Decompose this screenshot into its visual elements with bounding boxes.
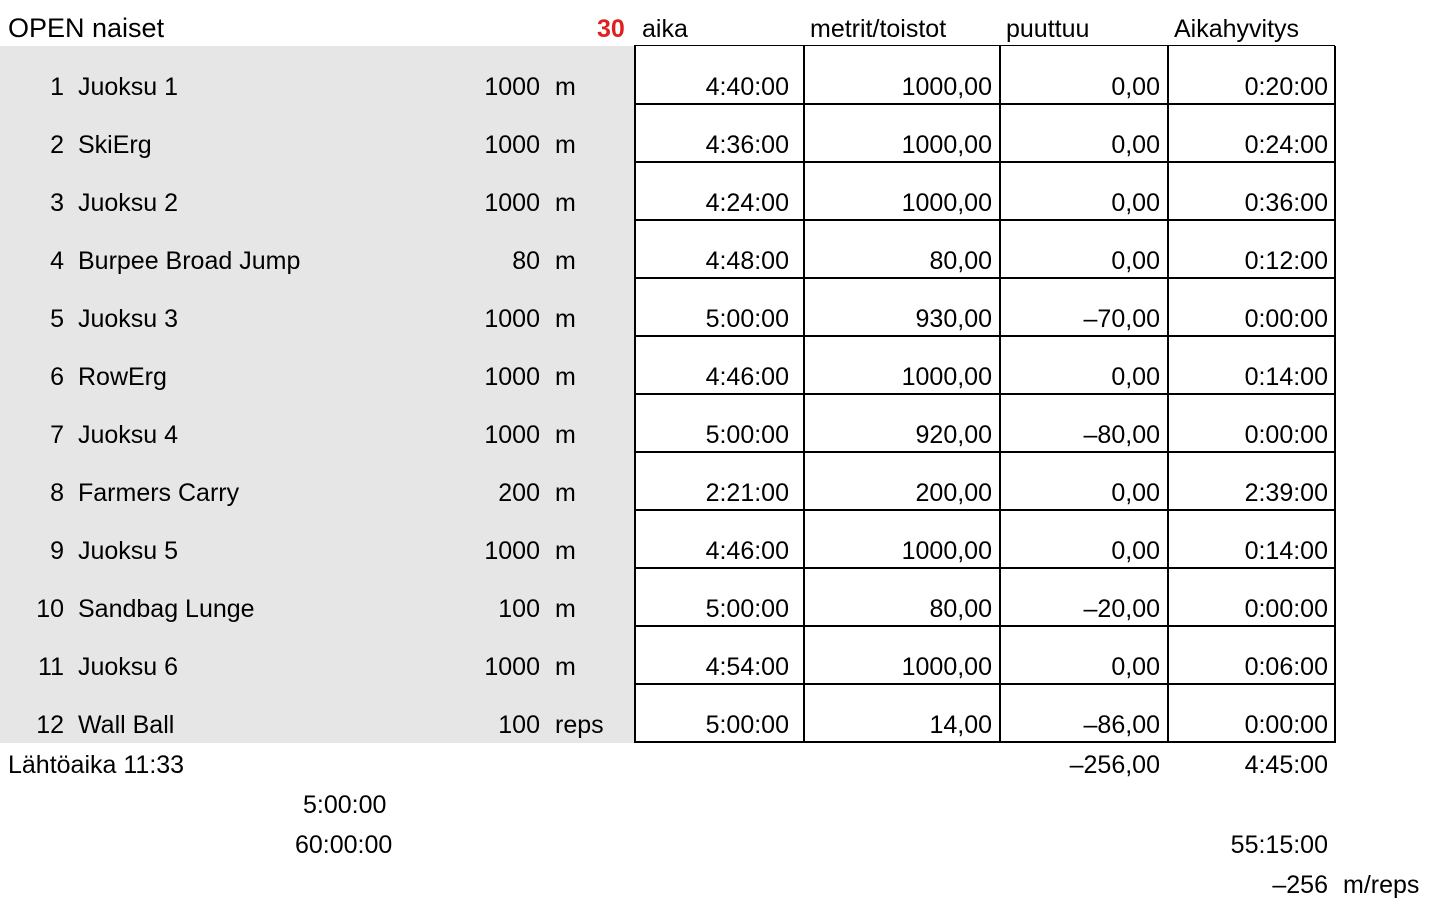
station-distance: 1000: [484, 73, 540, 101]
cell-aika: 5:00:00: [705, 711, 789, 739]
station-unit: reps: [555, 711, 604, 739]
cell-aika: 4:48:00: [705, 247, 789, 275]
cell-hyvitys: 0:00:00: [1244, 595, 1328, 623]
station-unit: m: [555, 189, 576, 217]
cell-hyvitys: 0:14:00: [1244, 537, 1328, 565]
grid-row-line: [634, 683, 1335, 685]
row-number: 6: [50, 363, 64, 391]
station-unit: m: [555, 131, 576, 159]
cell-puuttuu: 0,00: [1111, 537, 1160, 565]
cell-aika: 5:00:00: [705, 421, 789, 449]
station-unit: m: [555, 305, 576, 333]
cell-aika: 2:21:00: [705, 479, 789, 507]
cell-metrit: 14,00: [929, 711, 992, 739]
station-distance: 1000: [484, 653, 540, 681]
grid-row-line: [634, 451, 1335, 453]
column-header-hyvitys: Aikahyvitys: [1174, 15, 1300, 43]
station-name: Juoksu 1: [78, 73, 179, 101]
final-time: 55:15:00: [1230, 831, 1328, 859]
cell-aika: 4:54:00: [705, 653, 789, 681]
puuttuu-total: –256,00: [1069, 751, 1160, 779]
cell-metrit: 200,00: [915, 479, 992, 507]
grid-row-line: [634, 393, 1335, 395]
hyvitys-total: 4:45:00: [1244, 751, 1328, 779]
cell-puuttuu: 0,00: [1111, 363, 1160, 391]
grid-row-line: [634, 509, 1335, 511]
cell-aika: 4:36:00: [705, 131, 789, 159]
cell-hyvitys: 0:00:00: [1244, 305, 1328, 333]
station-distance: 200: [498, 479, 540, 507]
row-number: 3: [50, 189, 64, 217]
grid-row-line: [634, 625, 1335, 627]
cell-hyvitys: 0:24:00: [1244, 131, 1328, 159]
start-time-label: Lähtöaika 11:33: [8, 751, 185, 779]
cell-metrit: 920,00: [915, 421, 992, 449]
missing-unit: m/reps: [1343, 871, 1420, 899]
station-name: Sandbag Lunge: [78, 595, 255, 623]
station-unit: m: [555, 247, 576, 275]
row-number: 5: [50, 305, 64, 333]
sheet-title: OPEN naiset: [8, 13, 165, 43]
cell-aika: 4:46:00: [705, 363, 789, 391]
cell-metrit: 80,00: [929, 595, 992, 623]
cell-puuttuu: 0,00: [1111, 189, 1160, 217]
station-distance: 1000: [484, 131, 540, 159]
cell-puuttuu: –80,00: [1083, 421, 1160, 449]
cell-puuttuu: 0,00: [1111, 653, 1160, 681]
station-name: Juoksu 2: [78, 189, 179, 217]
grid-row-line: [634, 567, 1335, 569]
station-name: RowErg: [78, 363, 167, 391]
cell-puuttuu: –70,00: [1083, 305, 1160, 333]
row-number: 12: [36, 711, 64, 739]
cell-metrit: 1000,00: [901, 73, 992, 101]
total-time-limit: 60:00:00: [295, 831, 393, 859]
station-distance: 1000: [484, 363, 540, 391]
row-number: 1: [50, 73, 64, 101]
station-unit: m: [555, 421, 576, 449]
cell-aika: 5:00:00: [705, 305, 789, 333]
cell-metrit: 80,00: [929, 247, 992, 275]
cell-metrit: 1000,00: [901, 131, 992, 159]
cell-aika: 5:00:00: [705, 595, 789, 623]
grid-row-line: [634, 335, 1335, 337]
cell-puuttuu: 0,00: [1111, 247, 1160, 275]
station-name: Wall Ball: [78, 711, 175, 739]
station-name: Juoksu 4: [78, 421, 179, 449]
cell-puuttuu: –20,00: [1083, 595, 1160, 623]
row-number: 9: [50, 537, 64, 565]
grid-row-line: [634, 219, 1335, 221]
cell-aika: 4:46:00: [705, 537, 789, 565]
cell-metrit: 1000,00: [901, 537, 992, 565]
grid-row-line: [634, 103, 1335, 105]
station-unit: m: [555, 363, 576, 391]
station-unit: m: [555, 653, 576, 681]
station-name: Juoksu 6: [78, 653, 179, 681]
cell-hyvitys: 0:12:00: [1244, 247, 1328, 275]
station-distance: 1000: [484, 421, 540, 449]
participant-count: 30: [597, 15, 625, 43]
station-name: Juoksu 3: [78, 305, 179, 333]
cell-hyvitys: 0:14:00: [1244, 363, 1328, 391]
grid-top-line: [634, 45, 1335, 46]
station-distance: 80: [512, 247, 540, 275]
row-number: 10: [36, 595, 64, 623]
cell-hyvitys: 0:36:00: [1244, 189, 1328, 217]
cell-puuttuu: 0,00: [1111, 131, 1160, 159]
station-unit: m: [555, 73, 576, 101]
grid-row-line: [634, 741, 1335, 743]
cell-aika: 4:24:00: [705, 189, 789, 217]
column-header-aika: aika: [642, 15, 688, 43]
row-number: 7: [50, 421, 64, 449]
row-number: 11: [38, 653, 64, 681]
station-unit: m: [555, 537, 576, 565]
station-unit: m: [555, 479, 576, 507]
cell-aika: 4:40:00: [705, 73, 789, 101]
station-distance: 1000: [484, 189, 540, 217]
cell-hyvitys: 0:20:00: [1244, 73, 1328, 101]
station-unit: m: [555, 595, 576, 623]
station-distance: 100: [498, 595, 540, 623]
cell-hyvitys: 0:00:00: [1244, 711, 1328, 739]
station-distance: 100: [498, 711, 540, 739]
cell-metrit: 930,00: [915, 305, 992, 333]
cell-metrit: 1000,00: [901, 653, 992, 681]
row-number: 8: [50, 479, 64, 507]
station-name: Burpee Broad Jump: [78, 247, 301, 275]
station-name: Juoksu 5: [78, 537, 179, 565]
grid-row-line: [634, 277, 1335, 279]
cell-hyvitys: 0:06:00: [1244, 653, 1328, 681]
column-header-puuttuu: puuttuu: [1006, 15, 1090, 43]
cell-metrit: 1000,00: [901, 363, 992, 391]
cell-puuttuu: 0,00: [1111, 73, 1160, 101]
column-header-metrit: metrit/toistot: [810, 15, 947, 43]
cell-metrit: 1000,00: [901, 189, 992, 217]
cell-hyvitys: 2:39:00: [1244, 479, 1328, 507]
station-distance: 1000: [484, 537, 540, 565]
grid-row-line: [634, 161, 1335, 163]
cell-puuttuu: –86,00: [1083, 711, 1160, 739]
station-distance: 1000: [484, 305, 540, 333]
station-name: SkiErg: [78, 131, 152, 159]
row-number: 2: [50, 131, 64, 159]
station-name: Farmers Carry: [78, 479, 240, 507]
missing-total: –256: [1272, 871, 1328, 899]
cell-hyvitys: 0:00:00: [1244, 421, 1328, 449]
row-number: 4: [50, 247, 64, 275]
station-time-limit: 5:00:00: [303, 791, 387, 819]
cell-puuttuu: 0,00: [1111, 479, 1160, 507]
